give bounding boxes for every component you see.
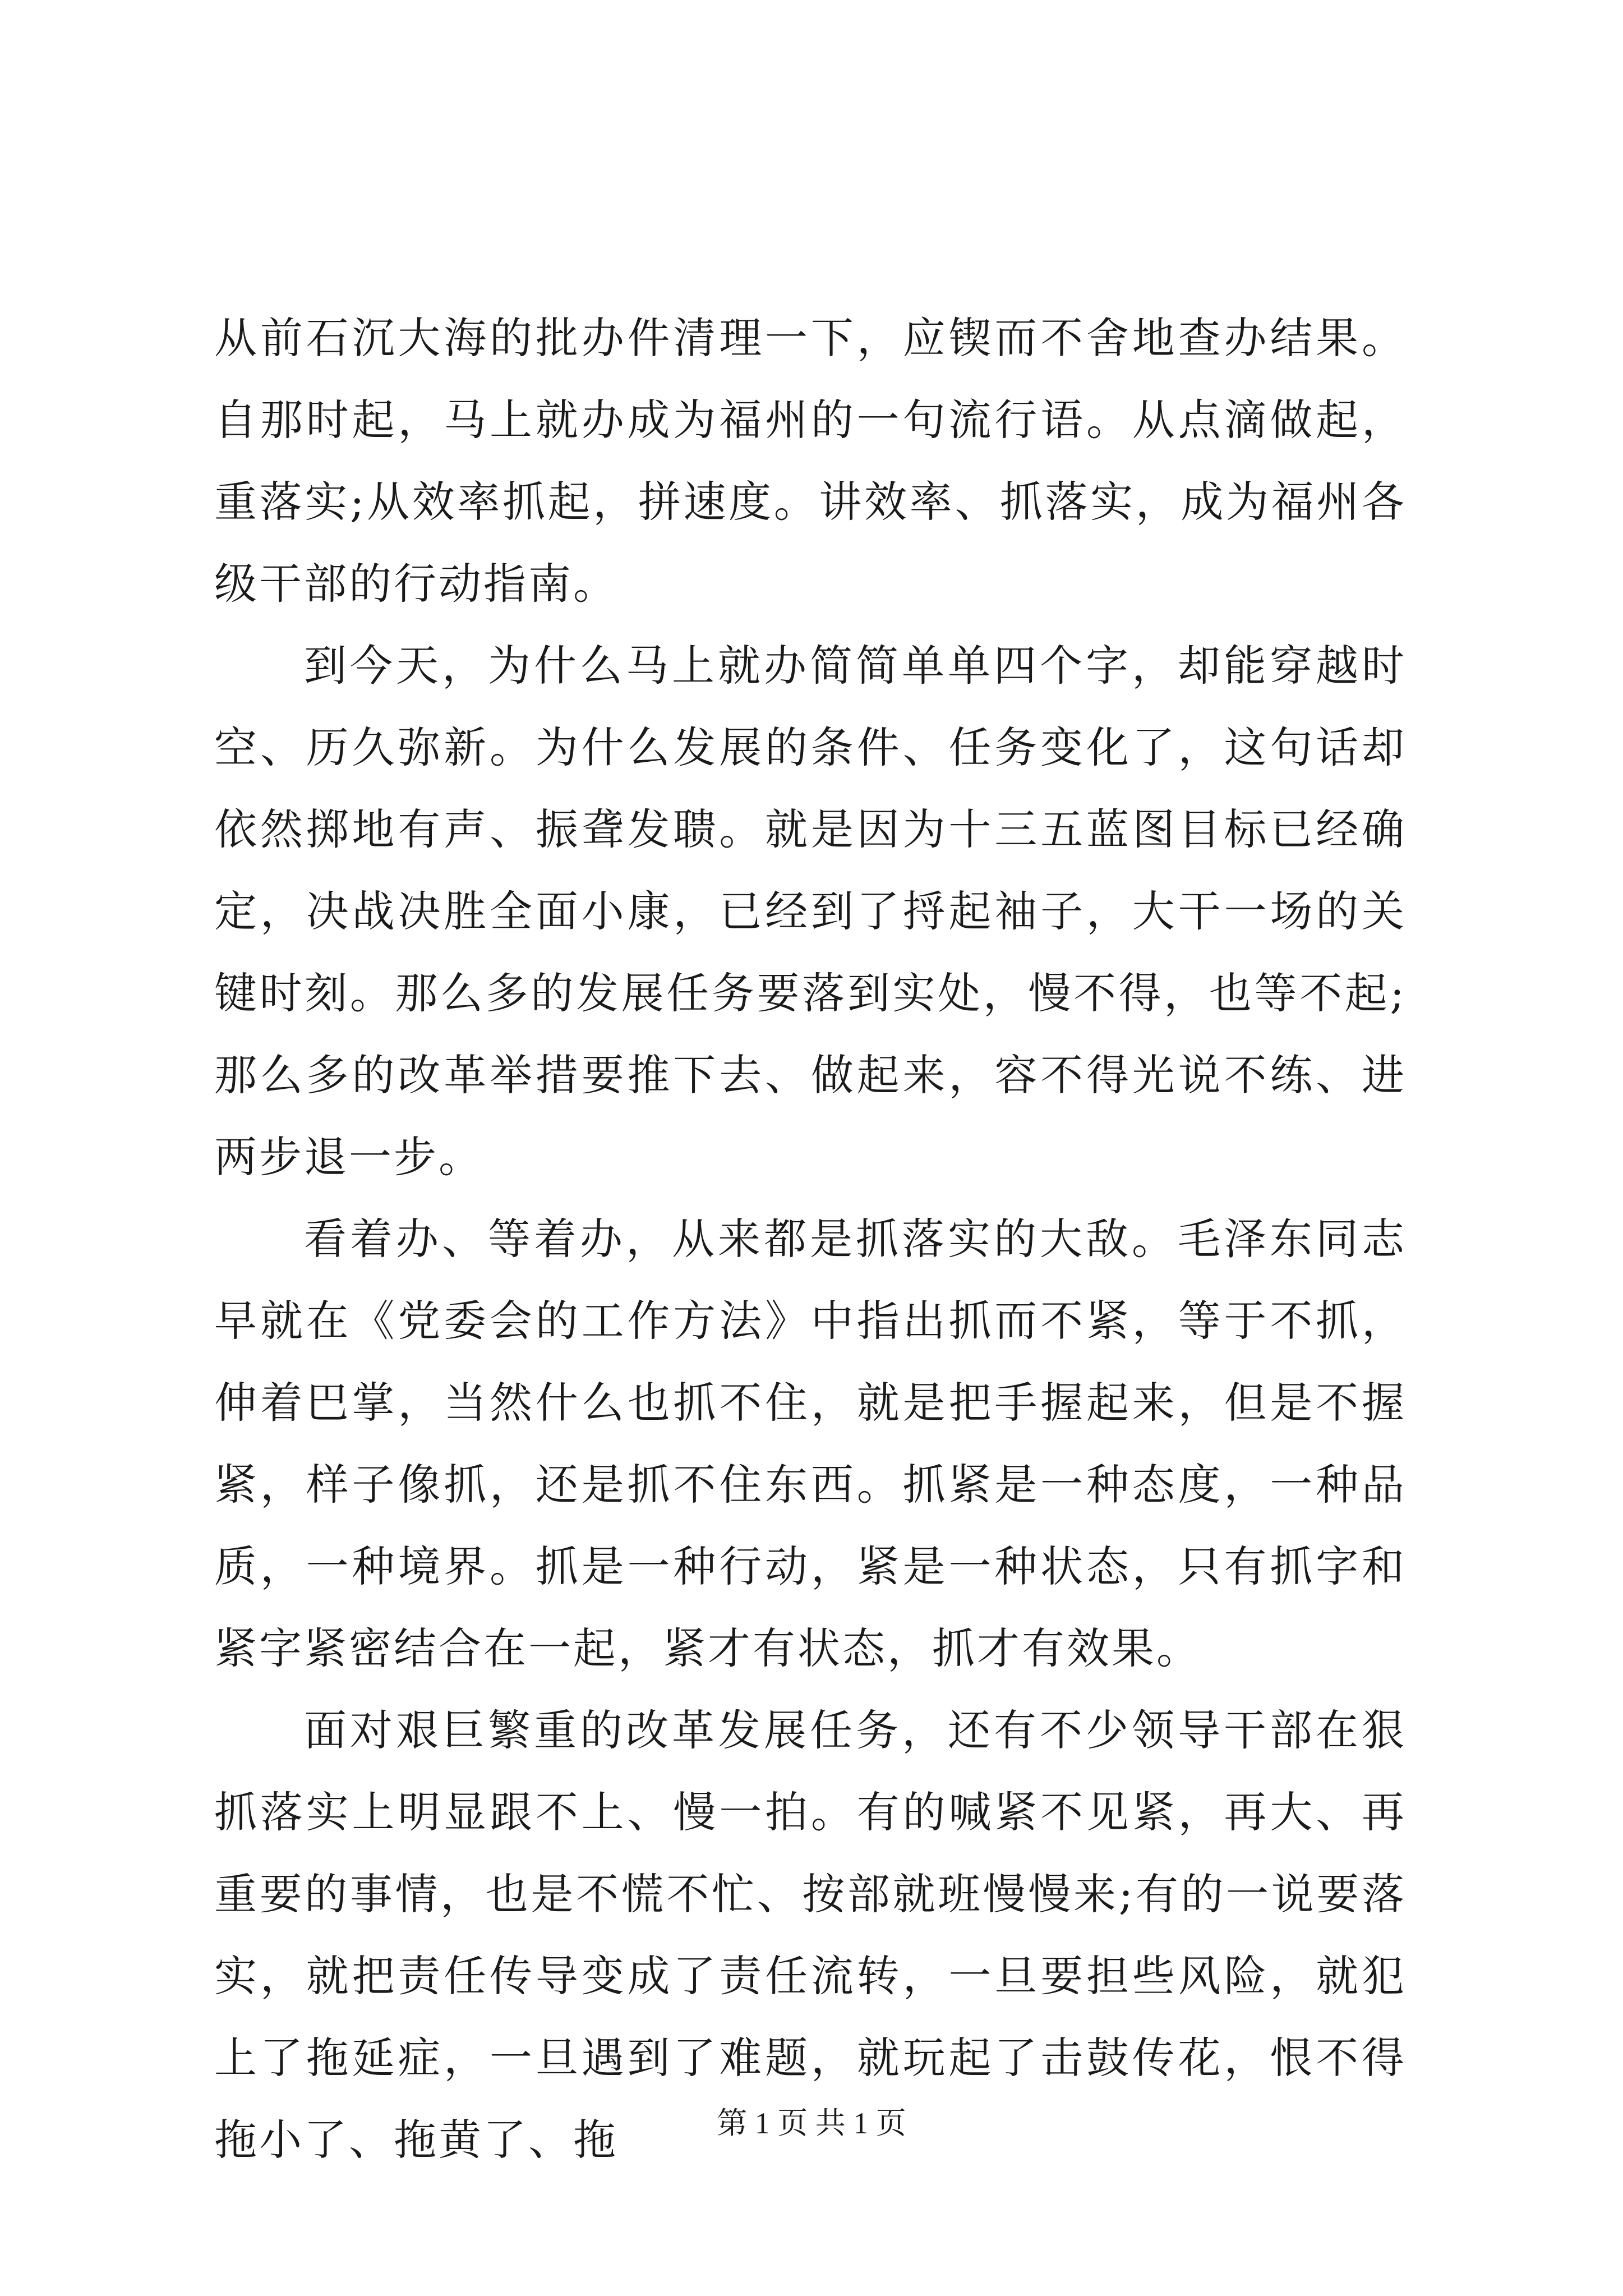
paragraph-3: 看着办、等着办，从来都是抓落实的大敌。毛泽东同志早就在《党委会的工作方法》中指出抓而不紧，等于不抓，伸着巴掌，当然什么也抓不住，就是把手握起来，但是不握紧，样子像抓，还是抓不住东西。抓紧是一种态度，一种品质，一种境界。抓是一种行动，紧是一种状态，只有抓字和紧字紧密结合在一起，紧才有状态，抓才有效果。 bbox=[214, 1214, 1407, 1673]
document-body bbox=[214, 297, 1407, 2181]
paragraph-2: 到今天，为什么马上就办简简单单四个字，却能穿越时空、历久弥新。为什么发展的条件、任务变化了，这句话却依然掷地有声、振聋发聩。就是因为十三五蓝图目标已经确定，决战决胜全面小康，已经到了捋起袖子，大干一场的关键时刻。那么多的发展任务要落到实处，慢不得，也等不起;那么多的改革举措要推下去、做起来，容不得光说不练、进两步退一步。 bbox=[214, 641, 1407, 1182]
paragraph-4: 面对艰巨繁重的改革发展任务，还有不少领导干部在狠抓落实上明显跟不上、慢一拍。有的喊紧不见紧，再大、再重要的事情，也是不慌不忙、按部就班慢慢来;有的一说要落实，就把责任传导变成了责任流转，一旦要担些风险，就犯上了拖延症，一旦遇到了难题，就玩起了击鼓传花，恨不得拖小了、拖黄了、拖 bbox=[214, 1705, 1407, 2165]
page-footer: 第 1 页 共 1 页 bbox=[717, 2106, 906, 2140]
paragraph-1: 从前石沉大海的批办件清理一下，应锲而不舍地查办结果。自那时起，马上就办成为福州的一句流行语。从点滴做起，重落实;从效率抓起，拼速度。讲效率、抓落实，成为福州各级干部的行动指南。 bbox=[214, 313, 1407, 609]
